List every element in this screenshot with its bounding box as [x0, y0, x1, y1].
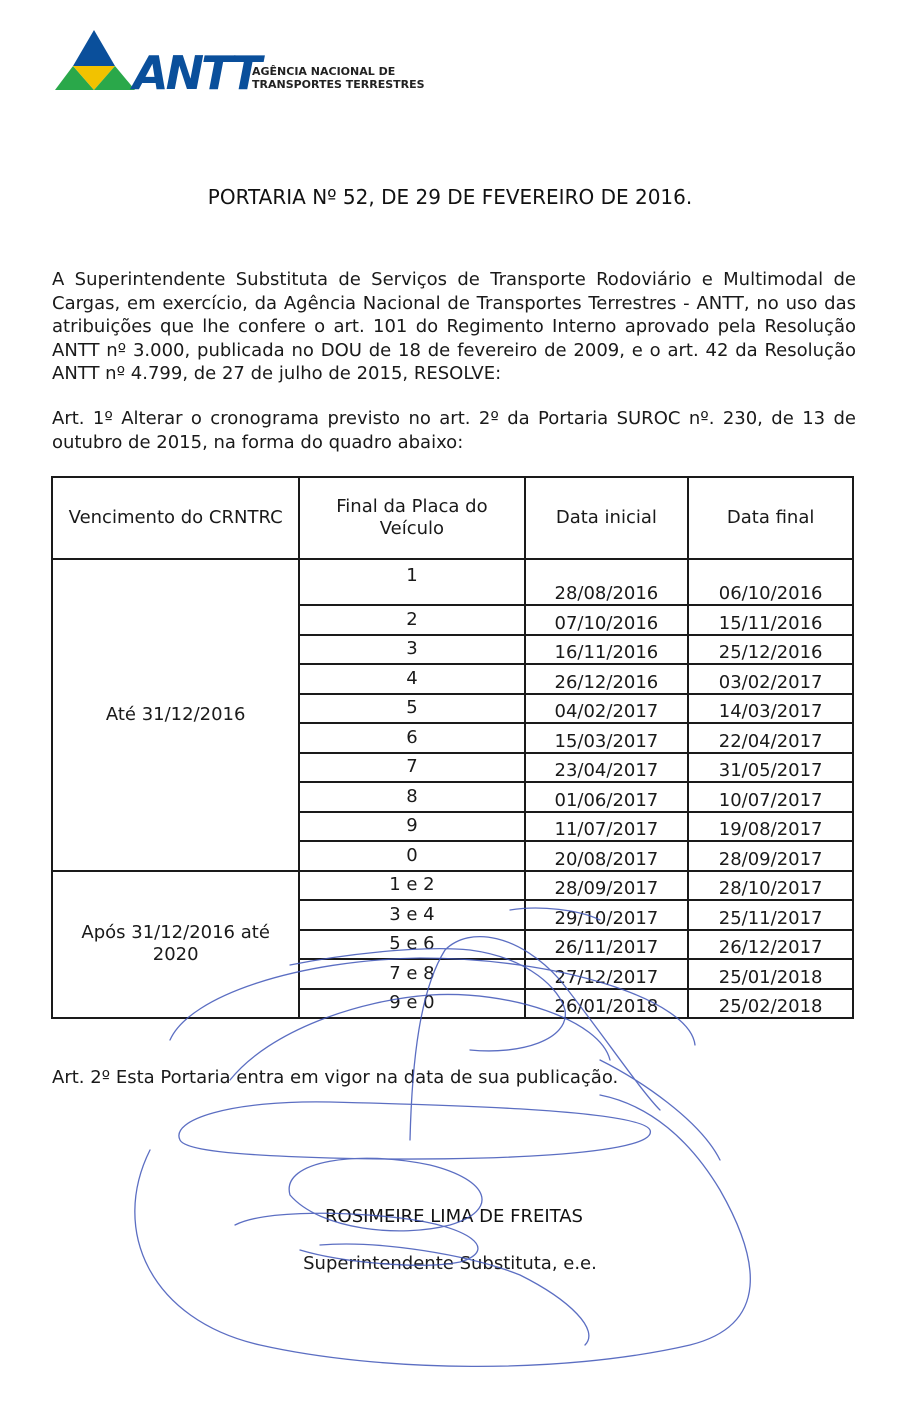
- end-date-cell: 19/08/2017: [688, 812, 853, 842]
- signature-stroke: [179, 1102, 650, 1159]
- plate-cell: 7: [299, 753, 524, 783]
- start-date-cell: 16/11/2016: [525, 635, 689, 665]
- end-date-cell: 14/03/2017: [688, 694, 853, 724]
- plate-cell: 6: [299, 723, 524, 753]
- logo-wordmark: ANTT: [133, 46, 259, 100]
- signature-stroke: [135, 1095, 750, 1366]
- start-date-cell: 15/03/2017: [525, 723, 689, 753]
- start-date-cell: 29/10/2017: [525, 900, 689, 930]
- plate-cell: 3: [299, 635, 524, 665]
- signatory-role: Superintendente Substituta, e.e.: [303, 1253, 597, 1274]
- end-date-cell: 28/09/2017: [688, 841, 853, 871]
- end-date-cell: 25/11/2017: [688, 900, 853, 930]
- plate-cell: 4: [299, 664, 524, 694]
- article-1-paragraph: Art. 1º Alterar o cronograma previsto no art. 2º da Portaria SUROC nº. 230, de 13 de outubro de 2015, na forma do quadro abaixo:: [52, 408, 856, 453]
- plate-cell: 5: [299, 694, 524, 724]
- plate-cell: 7 e 8: [299, 959, 524, 989]
- header-data-final: Data final: [688, 477, 853, 559]
- end-date-cell: 10/07/2017: [688, 782, 853, 812]
- end-date-cell: 31/05/2017: [688, 753, 853, 783]
- end-date-cell: 28/10/2017: [688, 871, 853, 901]
- start-date-cell: 07/10/2016: [525, 605, 689, 635]
- table-header-row: [52, 477, 853, 559]
- plate-cell: 1: [299, 559, 524, 605]
- plate-cell: 9 e 0: [299, 989, 524, 1019]
- plate-cell: 0: [299, 841, 524, 871]
- header-data-inicial: Data inicial: [525, 477, 689, 559]
- start-date-cell: 20/08/2017: [525, 841, 689, 871]
- header-final-placa: Final da Placa do Veículo: [299, 477, 524, 559]
- end-date-cell: 03/02/2017: [688, 664, 853, 694]
- antt-logo: [55, 28, 440, 100]
- signatory-name: ROSIMEIRE LIMA DE FREITAS: [325, 1206, 583, 1227]
- schedule-table: [51, 476, 854, 1019]
- start-date-cell: 28/08/2016: [525, 559, 689, 605]
- start-date-cell: 01/06/2017: [525, 782, 689, 812]
- agency-name-line1: AGÊNCIA NACIONAL DE: [252, 65, 396, 78]
- plate-cell: 8: [299, 782, 524, 812]
- end-date-cell: 15/11/2016: [688, 605, 853, 635]
- plate-cell: 9: [299, 812, 524, 842]
- end-date-cell: 25/12/2016: [688, 635, 853, 665]
- end-date-cell: 26/12/2017: [688, 930, 853, 960]
- article-2-paragraph: Art. 2º Esta Portaria entra em vigor na data de sua publicação.: [52, 1067, 619, 1088]
- preamble-paragraph: A Superintendente Substituta de Serviços de Transporte Rodoviário e Multimodal de Cargas, em exercício, da Agência Nacional de Transportes Terrestres - ANTT, no uso das atribuições que lhe confere o art. 101 do Regimento Interno aprovado pela Resolução ANTT nº 3.000, publicada no DOU de 18 de fevereiro de 2009, e o art. 42 da Resolução ANTT nº 4.799, de 27 de julho de 2015, RESOLVE:: [52, 269, 856, 384]
- document-title: PORTARIA Nº 52, DE 29 DE FEVEREIRO DE 2016.: [207, 185, 693, 209]
- agency-name: [252, 65, 425, 91]
- plate-cell: 5 e 6: [299, 930, 524, 960]
- header-vencimento: Vencimento do CRNTRC: [52, 477, 299, 559]
- table-row: [52, 559, 853, 605]
- start-date-cell: 11/07/2017: [525, 812, 689, 842]
- start-date-cell: 27/12/2017: [525, 959, 689, 989]
- start-date-cell: 28/09/2017: [525, 871, 689, 901]
- antt-triangle-icon: [55, 28, 145, 94]
- end-date-cell: 25/02/2018: [688, 989, 853, 1019]
- start-date-cell: 04/02/2017: [525, 694, 689, 724]
- agency-name-line2: TRANSPORTES TERRESTRES: [252, 78, 425, 91]
- start-date-cell: 26/12/2016: [525, 664, 689, 694]
- table-row: [52, 871, 853, 901]
- end-date-cell: 25/01/2018: [688, 959, 853, 989]
- plate-cell: 1 e 2: [299, 871, 524, 901]
- logo-blue-triangle: [73, 30, 115, 66]
- start-date-cell: 23/04/2017: [525, 753, 689, 783]
- plate-cell: 2: [299, 605, 524, 635]
- end-date-cell: 06/10/2016: [688, 559, 853, 605]
- end-date-cell: 22/04/2017: [688, 723, 853, 753]
- plate-cell: 3 e 4: [299, 900, 524, 930]
- group-label: Até 31/12/2016: [52, 559, 299, 871]
- start-date-cell: 26/01/2018: [525, 989, 689, 1019]
- start-date-cell: 26/11/2017: [525, 930, 689, 960]
- group-label: Após 31/12/2016 até 2020: [52, 871, 299, 1019]
